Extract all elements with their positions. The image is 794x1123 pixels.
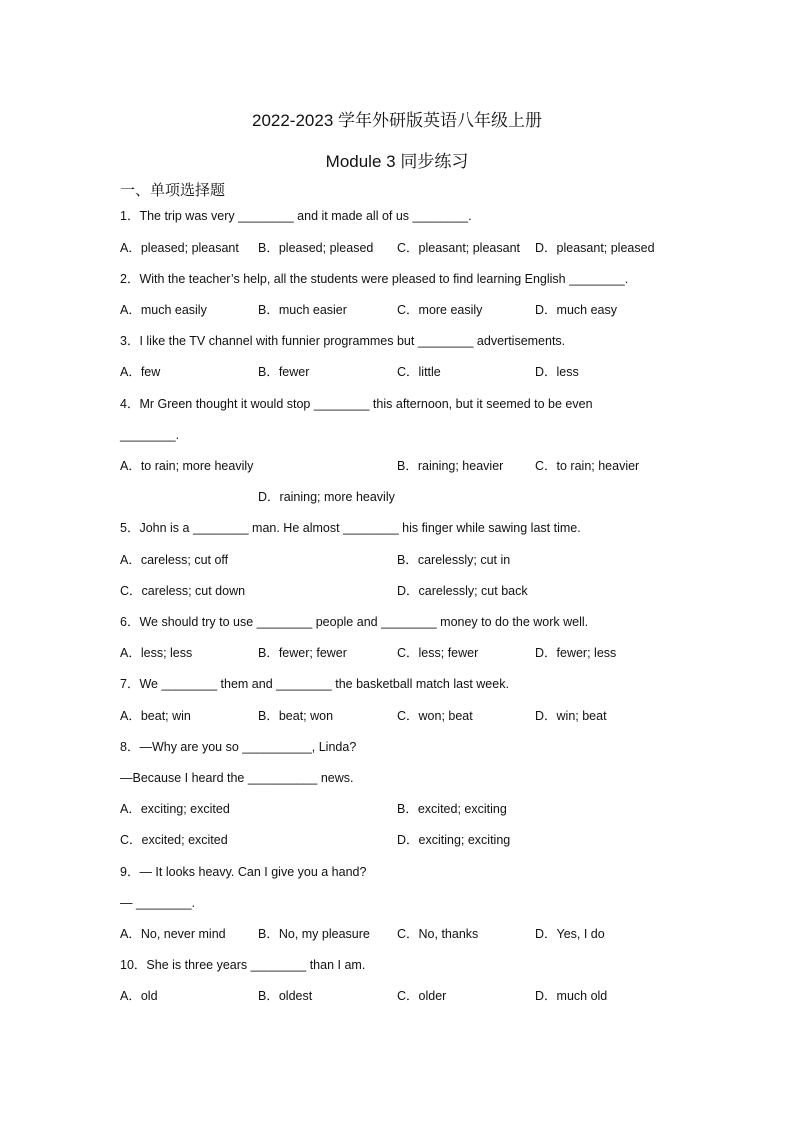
question-3-option-d: D．less bbox=[535, 365, 579, 379]
document-subtitle: Module 3 同步练习 bbox=[325, 152, 469, 171]
question-9-option-b: B．No, my pleasure bbox=[258, 927, 370, 941]
question-4-option-c: C．to rain; heavier bbox=[535, 459, 640, 473]
question-1-option-a: A．pleased; pleasant bbox=[120, 241, 239, 255]
question-8-stem-continued: —Because I heard the __________ news. bbox=[120, 771, 354, 785]
question-10-stem: 10．She is three years ________ than I am. bbox=[120, 958, 366, 972]
question-7-stem: 7．We ________ them and ________ the basketball match last week. bbox=[120, 677, 509, 691]
question-2-option-c: C．more easily bbox=[397, 303, 483, 317]
question-1-option-d: D．pleasant; pleased bbox=[535, 241, 655, 255]
document-title: 2022-2023 学年外研版英语八年级上册 bbox=[251, 111, 543, 130]
question-10-option-d: D．much old bbox=[535, 989, 608, 1003]
question-4-option-a: A．to rain; more heavily bbox=[120, 459, 254, 473]
question-8-option-c: C．excited; excited bbox=[120, 833, 228, 847]
section-heading: 一、单项选择题 bbox=[120, 182, 226, 199]
question-1-option-b: B．pleased; pleased bbox=[258, 241, 374, 255]
question-7-option-a: A．beat; win bbox=[120, 709, 191, 723]
question-9-option-a: A．No, never mind bbox=[120, 927, 226, 941]
question-8-option-b: B．excited; exciting bbox=[397, 802, 507, 816]
question-8-option-a: A．exciting; excited bbox=[120, 802, 230, 816]
question-3-option-b: B．fewer bbox=[258, 365, 310, 379]
question-8-option-d: D．exciting; exciting bbox=[397, 833, 511, 847]
question-5-stem: 5．John is a ________ man. He almost ________ his finger while sawing last time. bbox=[120, 521, 581, 535]
question-5-option-b: B．carelessly; cut in bbox=[397, 553, 511, 567]
question-10-option-a: A．old bbox=[120, 989, 158, 1003]
question-2-option-d: D．much easy bbox=[535, 303, 617, 317]
question-6-option-c: C．less; fewer bbox=[397, 646, 479, 660]
question-3-option-c: C．little bbox=[397, 365, 441, 379]
question-10-option-b: B．oldest bbox=[258, 989, 313, 1003]
question-9-option-c: C．No, thanks bbox=[397, 927, 479, 941]
question-7-option-d: D．win; beat bbox=[535, 709, 607, 723]
question-1-stem: 1．The trip was very ________ and it made all of us ________. bbox=[120, 209, 472, 223]
question-6-option-a: A．less; less bbox=[120, 646, 193, 660]
question-1-option-c: C．pleasant; pleasant bbox=[397, 241, 520, 255]
question-5-option-a: A．careless; cut off bbox=[120, 553, 229, 567]
question-8-stem: 8．—Why are you so __________, Linda? bbox=[120, 740, 357, 754]
question-10-option-c: C．older bbox=[397, 989, 447, 1003]
question-7-option-b: B．beat; won bbox=[258, 709, 334, 723]
question-6-option-d: D．fewer; less bbox=[535, 646, 617, 660]
question-2-stem: 2．With the teacher’s help, all the students were pleased to find learning English ________. bbox=[120, 272, 629, 286]
question-5-option-d: D．carelessly; cut back bbox=[397, 584, 528, 598]
question-3-stem: 3．I like the TV channel with funnier programmes but ________ advertisements. bbox=[120, 334, 566, 348]
question-5-option-c: C．careless; cut down bbox=[120, 584, 246, 598]
question-9-option-d: D．Yes, I do bbox=[535, 927, 605, 941]
question-4-stem: 4．Mr Green thought it would stop ________ this afternoon, but it seemed to be even bbox=[120, 397, 593, 411]
question-2-option-b: B．much easier bbox=[258, 303, 347, 317]
question-4-option-d: D．raining; more heavily bbox=[258, 490, 395, 504]
question-7-option-c: C．won; beat bbox=[397, 709, 473, 723]
question-4-stem-continued: ________. bbox=[120, 428, 180, 442]
question-3-option-a: A．few bbox=[120, 365, 161, 379]
question-2-option-a: A．much easily bbox=[120, 303, 207, 317]
question-4-option-b: B．raining; heavier bbox=[397, 459, 504, 473]
question-6-option-b: B．fewer; fewer bbox=[258, 646, 347, 660]
question-6-stem: 6．We should try to use ________ people and ________ money to do the work well. bbox=[120, 615, 589, 629]
question-9-stem: 9．— It looks heavy. Can I give you a hand? bbox=[120, 865, 367, 879]
question-9-stem-continued: — ________. bbox=[120, 896, 196, 910]
